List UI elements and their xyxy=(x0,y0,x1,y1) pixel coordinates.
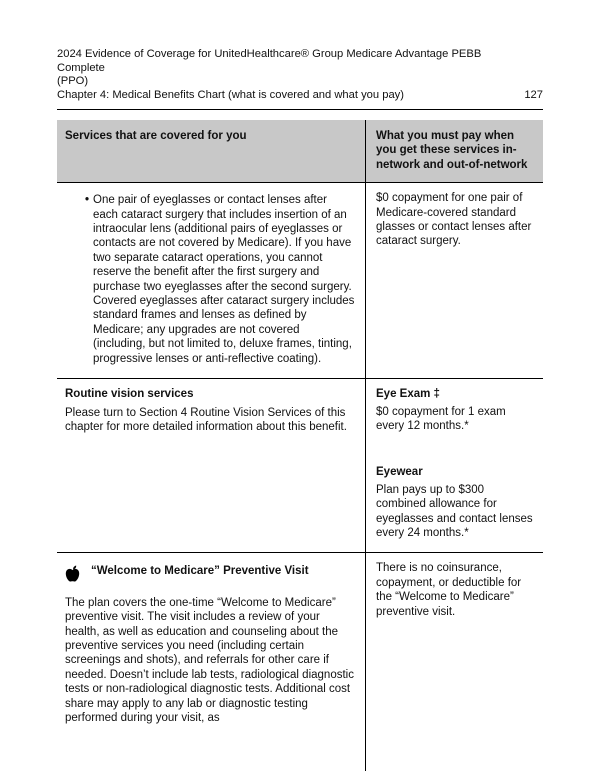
eyewear-allowance-text: Plan pays up to $300 combined allowance for eyeglasses and contact lenses every 24 months.* xyxy=(376,483,533,539)
apple-icon xyxy=(65,565,80,586)
welcome-visit-services-cell xyxy=(57,553,365,771)
list-item xyxy=(65,191,355,366)
doc-title-line2: (PPO) xyxy=(57,75,89,88)
routine-vision-heading: Routine vision services xyxy=(65,388,194,401)
eyewear-heading: Eyewear xyxy=(376,466,423,479)
eye-exam-heading: Eye Exam ‡ xyxy=(376,388,440,401)
routine-vision-services-cell xyxy=(57,379,365,552)
eye-exam-copay-text: $0 copayment for 1 exam every 12 months.* xyxy=(376,405,506,432)
welcome-visit-heading: “Welcome to Medicare” Preventive Visit xyxy=(91,565,309,578)
table-header-row xyxy=(57,120,543,183)
row-welcome-to-medicare xyxy=(57,553,543,771)
bullet-marker: • xyxy=(85,194,90,207)
services-column-header: Services that are covered for you xyxy=(65,130,247,142)
welcome-visit-text: The plan covers the one-time “Welcome to Medicare” preventive visit. The visit includes a review of your health, as well as education and counseling about the preventive services you need (including certain screenings and shots), and referrals for other care if needed. Doesn’t include lab tests, radiological diagnostic tests or non-radiological diagnostic tests. Additional cost share may apply to any lab or diagnostic testing performed during your visit, as xyxy=(65,596,354,724)
page-number: 127 xyxy=(524,88,543,101)
routine-vision-text: Please turn to Section 4 Routine Vision Services of this chapter for more detailed information about this benefit. xyxy=(65,406,347,433)
routine-vision-payment-cell xyxy=(365,379,543,552)
row-routine-vision xyxy=(57,379,543,553)
cataract-eyewear-services-cell xyxy=(57,183,365,378)
doc-chapter-line: Chapter 4: Medical Benefits Chart (what is covered and what you pay) xyxy=(57,88,404,101)
doc-title-line1: 2024 Evidence of Coverage for UnitedHealthcare® Group Medicare Advantage PEBB Complete xyxy=(57,48,482,74)
cataract-eyewear-text: One pair of eyeglasses or contact lenses after each cataract surgery that includes insertion of an intraocular lens (additional pairs of eyeglasses or contacts are not covered by Medicare). If you have two separate cataract operations, you cannot reserve the benefit after the first surgery and purchase two eyeglasses after the second surgery. Covered eyeglasses after cataract surgery includes standard frames and lenses as defined by Medicare; any upgrades are not covered (including, but not limited to, deluxe frames, tinting, progressive lenses or anti-reflective coating). xyxy=(93,194,355,365)
benefits-table xyxy=(57,120,543,771)
welcome-visit-cost-text: There is no coinsurance, copayment, or deductible for the “Welcome to Medicare” preventive visit. xyxy=(376,562,522,618)
doc-header xyxy=(57,48,543,110)
payment-column-header: What you must pay when you get these services in-network and out-of-network xyxy=(365,120,543,182)
header-rule xyxy=(57,109,543,110)
cataract-eyewear-payment-cell xyxy=(365,183,543,378)
cataract-eyewear-copay-text: $0 copayment for one pair of Medicare-covered standard glasses or contact lenses after cataract surgery. xyxy=(376,192,532,248)
doc-title-block xyxy=(57,48,524,102)
welcome-visit-payment-cell xyxy=(365,553,543,771)
row-cataract-eyewear xyxy=(57,183,543,379)
